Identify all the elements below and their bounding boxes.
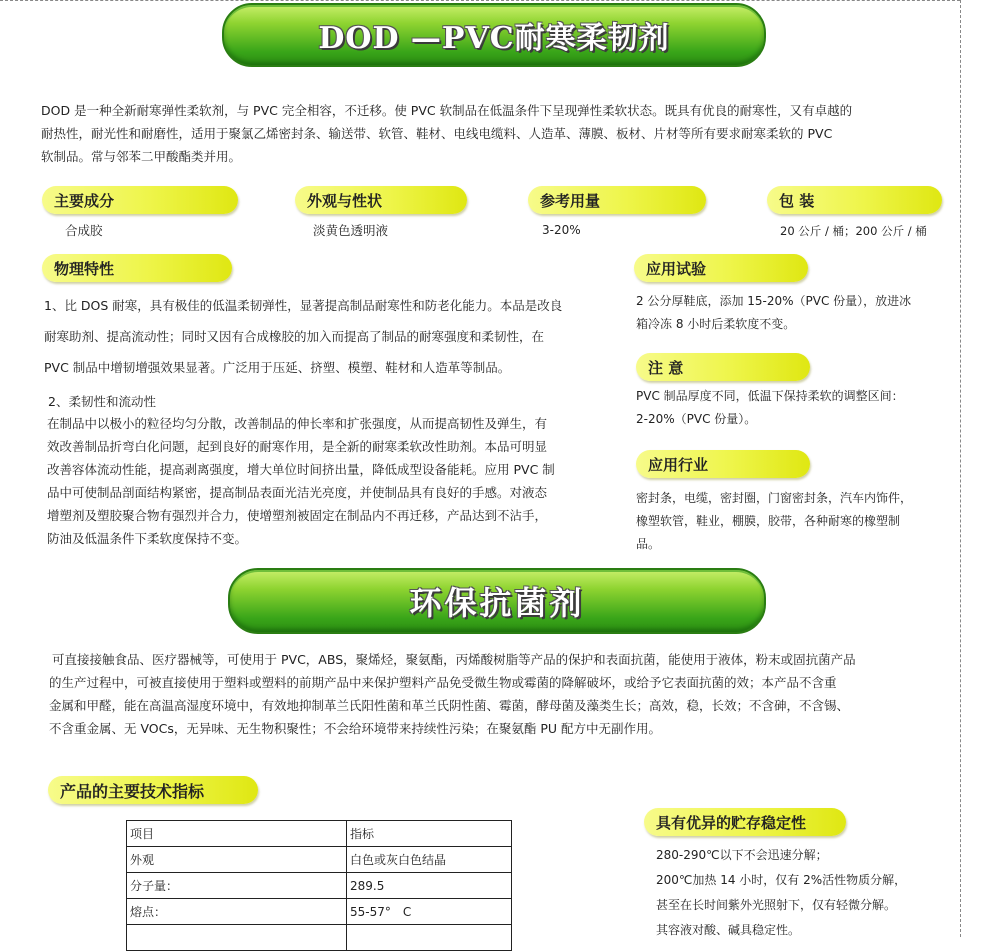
- title-banner-dod-text: DOD —PVC耐寒柔韧剂: [318, 21, 670, 56]
- table-cell: 项目: [127, 821, 347, 847]
- storage-line: 其容液对酸、碱具稳定性。: [656, 923, 801, 937]
- table-cell: 指标: [347, 821, 512, 847]
- table-cell: 289.5: [347, 873, 512, 899]
- tag-application-industry: 应用行业: [636, 450, 810, 478]
- physical-line: 品中可使制品剖面结构紧密，提高制品表面光洁光亮度，并使制品具有良好的手感。对液态: [47, 485, 548, 500]
- package-value: 20 公斤 / 桶；200 公斤 / 桶: [780, 224, 927, 238]
- title-banner-dod: [222, 3, 766, 67]
- title-banner-antibacterial-text: 环保抗菌剂: [409, 584, 585, 622]
- industry-line: 橡塑软管，鞋业，棚膜，胶带，各种耐寒的橡塑制: [636, 514, 901, 528]
- antibacterial-line: 金属和甲醛，能在高温高湿度环境中，有效地抑制革兰氏阳性菌和革兰氏阴性菌、霉菌，酵母菌及藻类生长；高效，稳，长效；不含砷，不含锡、: [49, 698, 850, 713]
- storage-line: 280-290℃以下不会迅速分解；: [656, 848, 828, 862]
- storage-line: 200℃加热 14 小时，仅有 2%活性物质分解，: [656, 873, 907, 887]
- tag-package: 包 装: [767, 186, 942, 214]
- table-row: [127, 873, 512, 899]
- tag-main-specs: 产品的主要技术指标: [48, 776, 258, 804]
- tag-main-ingredient: 主要成分: [42, 186, 238, 214]
- physical-line: 改善容体流动性能，提高剥离强度，增大单位时间挤出量，降低成型设备能耗。应用 PVC 制: [47, 462, 555, 477]
- page-top-border: [0, 0, 960, 2]
- physical-line: 1、比 DOS 耐寒，具有极佳的低温柔韧弹性，显著提高制品耐寒性和防老化能力。本品是改良: [44, 298, 563, 313]
- intro-paragraph: [41, 99, 961, 168]
- table-cell: 55-57° C: [347, 899, 512, 925]
- table-row: [127, 925, 512, 951]
- storage-text: [656, 843, 956, 943]
- physical-paragraph-2: [47, 412, 627, 550]
- specs-table: [126, 820, 512, 951]
- industry-line: 密封条，电缆，密封圈，门窗密封条，汽车内饰件，: [636, 491, 913, 505]
- appearance-value: 淡黄色透明液: [313, 223, 389, 238]
- note-line: PVC 制品厚度不同，低温下保持柔软的调整区间：: [636, 389, 904, 403]
- physical-subtitle-2: 2、柔韧性和流动性: [48, 394, 156, 409]
- physical-line: 在制品中以极小的粒径均匀分散，改善制品的伸长率和扩张强度，从而提高韧性及弹生，有: [47, 416, 548, 431]
- antibacterial-paragraph: [49, 648, 952, 740]
- test-line: 箱冷冻 8 小时后柔软度不变。: [636, 317, 796, 331]
- antibacterial-line: 的生产过程中，可被直接使用于塑料或塑料的前期产品中来保护塑料产品免受微生物或霉菌的降解破坏，或给予它表面抗菌的效；本产品不含重: [49, 675, 837, 690]
- physical-line: 增塑剂及塑胶聚合物有强烈并合力，使增塑剂被固定在制品内不再迁移，产品达到不沾手，: [47, 508, 548, 523]
- antibacterial-line: 不含重金属、无 VOCs，无异味、无生物积聚性；不会给环境带来持续性污染；在聚氨酯 PU 配方中无副作用。: [49, 721, 662, 736]
- title-banner-antibacterial: [228, 568, 766, 634]
- note-text: [636, 385, 956, 431]
- antibacterial-line: 可直接接触食品、医疗器械等，可使用于 PVC，ABS，聚烯烃，聚氨酯，丙烯酸树脂等产品的保护和表面抗菌，能使用于液体，粉末或固抗菌产品: [52, 652, 856, 667]
- tag-appearance: 外观与性状: [295, 186, 467, 214]
- table-cell: 熔点：: [127, 899, 347, 925]
- table-cell: 白色或灰白色结晶: [347, 847, 512, 873]
- industry-line: 品。: [636, 537, 661, 551]
- physical-line: PVC 制品中增韧增强效果显著。广泛用于压延、挤塑、模塑、鞋材和人造革等制品。: [44, 360, 511, 375]
- physical-line: 耐寒助剂、提高流动性；同时又因有合成橡胶的加入而提高了制品的耐寒强度和柔韧性，在: [44, 329, 545, 344]
- table-cell: 外观: [127, 847, 347, 873]
- physical-line: 防油及低温条件下柔软度保持不变。: [47, 531, 248, 546]
- storage-line: 甚至在长时间紫外光照射下，仅有轻微分解。: [656, 898, 897, 912]
- physical-paragraph-1: [44, 290, 624, 383]
- tag-note: 注 意: [636, 353, 810, 381]
- test-line: 2 公分厚鞋底，添加 15-20%（PVC 份量），放进冰: [636, 294, 912, 308]
- table-cell: [127, 925, 347, 951]
- intro-line: 耐热性，耐光性和耐磨性，适用于聚氯乙烯密封条、输送带、软管、鞋材、电线电缆料、人造革、薄膜、板材、片材等所有要求耐寒柔软的 PVC: [41, 126, 833, 141]
- tag-dosage: 参考用量: [528, 186, 706, 214]
- note-line: 2-20%（PVC 份量）。: [636, 412, 757, 426]
- physical-line: 效改善制品折弯白化问题，起到良好的耐寒作用，是全新的耐寒柔软改性助剂。本品可明显: [47, 439, 548, 454]
- main-ingredient-value: 合成胶: [65, 223, 103, 238]
- application-test-text: [636, 290, 956, 336]
- tag-application-test: 应用试验: [634, 254, 808, 282]
- dosage-value: 3-20%: [542, 223, 581, 237]
- table-cell: [347, 925, 512, 951]
- tag-storage-stability: 具有优异的贮存稳定性: [644, 808, 846, 836]
- table-row: [127, 847, 512, 873]
- industry-text: [636, 487, 956, 556]
- table-row: [127, 821, 512, 847]
- intro-line: DOD 是一种全新耐寒弹性柔软剂，与 PVC 完全相容，不迁移。使 PVC 软制品在低温条件下呈现弹性柔软状态。既具有优良的耐寒性，又有卓越的: [41, 103, 853, 118]
- tag-physical-properties: 物理特性: [42, 254, 232, 282]
- table-row: [127, 899, 512, 925]
- table-cell: 分子量：: [127, 873, 347, 899]
- intro-line: 软制品。常与邻苯二甲酸酯类并用。: [41, 149, 242, 164]
